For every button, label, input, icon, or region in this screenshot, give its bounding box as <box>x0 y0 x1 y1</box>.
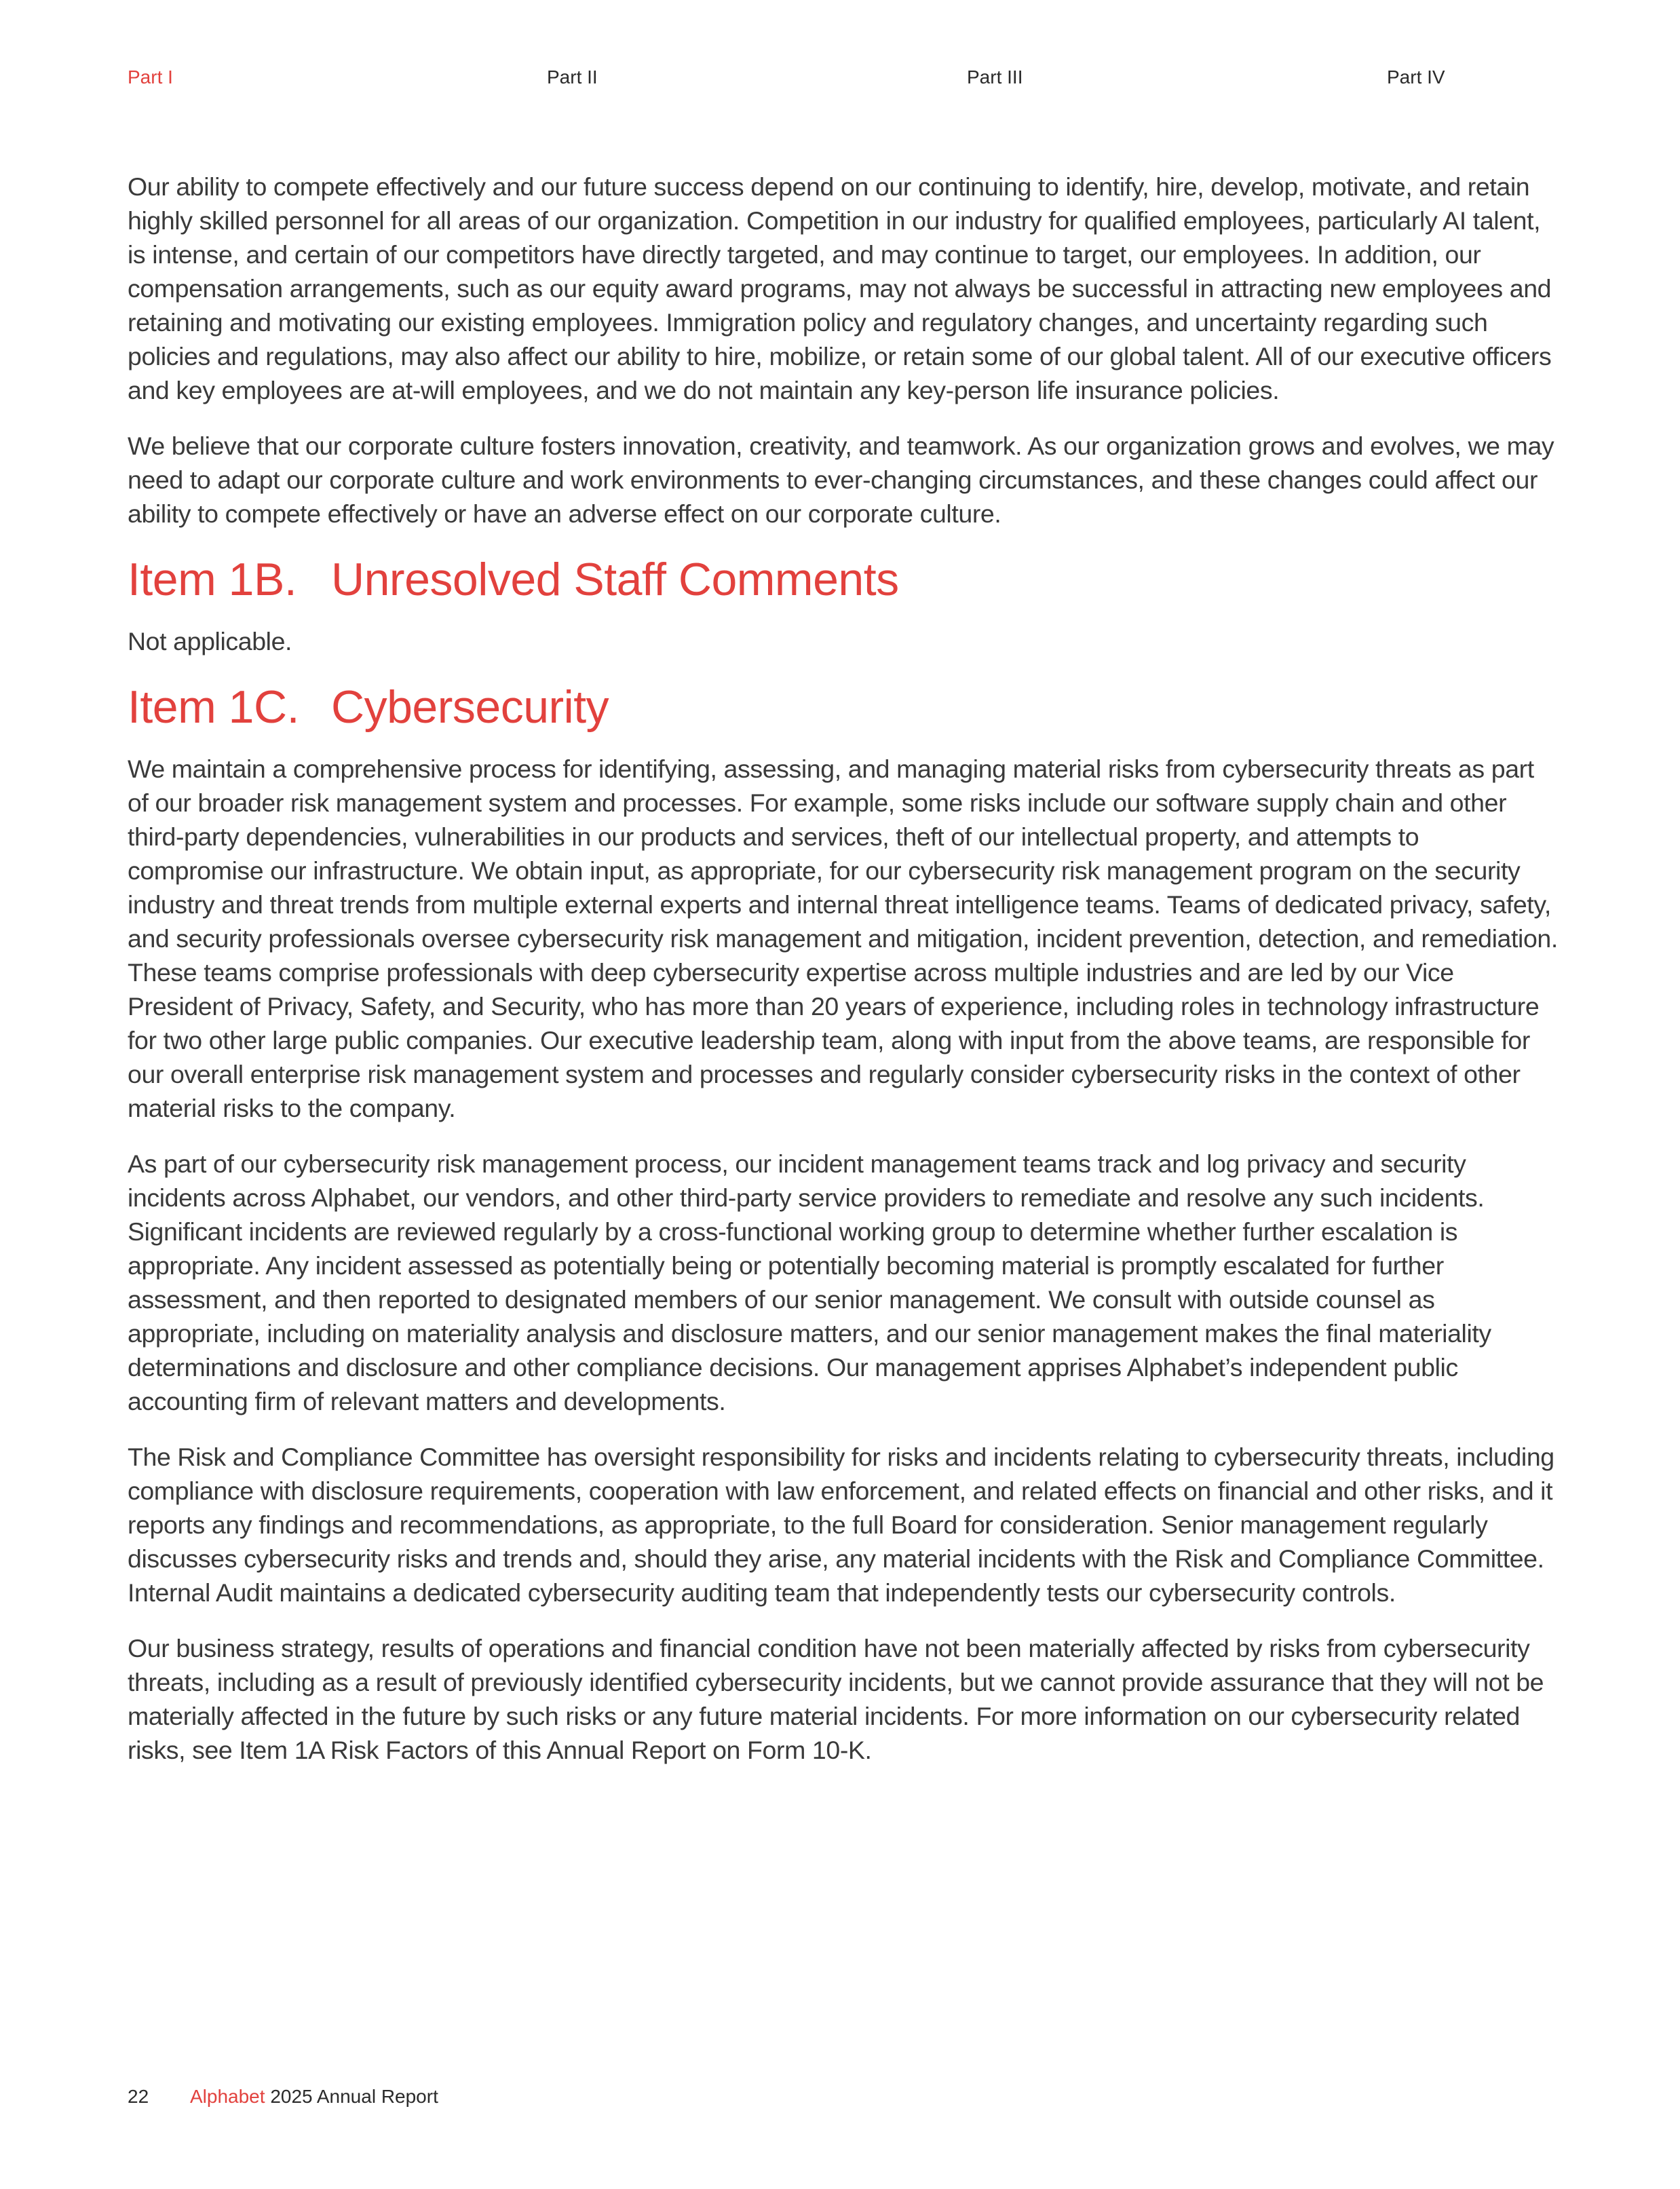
item-1b-title: Unresolved Staff Comments <box>331 554 899 605</box>
item-1b-number: Item 1B. <box>128 554 297 605</box>
nav-link-part-4[interactable]: Part IV <box>1387 66 1445 88</box>
item-1c-title: Cybersecurity <box>331 681 609 733</box>
part-navigation <box>128 64 1552 91</box>
nav-link-part-3[interactable]: Part III <box>967 66 1023 88</box>
nav-link-part-1[interactable]: Part I <box>128 66 173 88</box>
cybersecurity-paragraph-2: As part of our cybersecurity risk management process, our incident management teams track and log privacy and security incidents across Alphabet, our vendors, and other third-party service providers to remediate and resolve any such incidents. Significant incidents are reviewed regularly by a cross-functional working group to determine whether further escalation is appropriate. Any incident assessed as potentially being or potentially becoming material is promptly escalated for further assessment, and then reported to designated members of our senior management. We consult with outside counsel as appropriate, including on materiality analysis and disclosure matters, and our senior management makes the final materiality determinations and disclosure and other compliance decisions. Our management apprises Alphabet’s independent public accounting firm of relevant matters and developments. <box>128 1149 1491 1415</box>
item-1c-number: Item 1C. <box>128 681 299 733</box>
heading-item-1c <box>128 680 1559 734</box>
page-content <box>128 170 1559 1789</box>
cybersecurity-paragraph-3: The Risk and Compliance Committee has oversight responsibility for risks and incidents relating to cybersecurity threats, including compliance with disclosure requirements, cooperation with law enforcement, and related effects on financial and other risks, and it reports any findings and recommendations, as appropriate, to the full Board for consideration. Senior management regularly discusses cybersecurity risks and trends and, should they arise, any material incidents with the Risk and Compliance Committee. Internal Audit maintains a dedicated cybersecurity auditing team that independently tests our cybersecurity controls. <box>128 1443 1554 1607</box>
brand-name: Alphabet <box>190 2086 265 2107</box>
nav-link-part-2[interactable]: Part II <box>547 66 598 88</box>
page-footer <box>128 2083 438 2110</box>
cybersecurity-paragraph-4: Our business strategy, results of operations and financial condition have not been materially affected by risks from cybersecurity threats, including as a result of previously identified cybersecurity incidents, but we cannot provide assurance that they will not be materially affected in the future by such risks or any future material incidents. For more information on our cybersecurity related risks, see Item 1A Risk Factors of this Annual Report on Form 10-K. <box>128 1634 1544 1764</box>
paragraph-talent: Our ability to compete effectively and our future success depend on our continuing to identify, hire, develop, motivate, and retain highly skilled personnel for all areas of our organization. Competition in our industry for qualified employees, particularly AI talent, is intense, and certain of our competitors have directly targeted, and may continue to target, our employees. In addition, our compensation arrangements, such as our equity award programs, may not always be successful in attracting new employees and retaining and motivating our existing employees. Immigration policy and regulatory changes, and uncertainty regarding such policies and regulations, may also affect our ability to hire, mobilize, or retain some of our global talent. All of our executive officers and key employees are at-will employees, and we do not maintain any key-person life insurance policies. <box>128 172 1552 404</box>
paragraph-culture: We believe that our corporate culture fosters innovation, creativity, and teamwork. As our organization grows and evolves, we may need to adapt our corporate culture and work environments to ever-changing circumstances, and these changes could affect our ability to compete effectively or have an adverse effect on our corporate culture. <box>128 432 1554 528</box>
page-number: 22 <box>128 2086 149 2107</box>
report-title: 2025 Annual Report <box>270 2086 438 2107</box>
heading-item-1b <box>128 552 1559 607</box>
cybersecurity-paragraph-1: We maintain a comprehensive process for identifying, assessing, and managing material risks from cybersecurity threats as part of our broader risk management system and processes. For example, some risks include our software supply chain and other third-party dependencies, vulnerabilities in our products and services, theft of our intellectual property, and attempts to compromise our infrastructure. We obtain input, as appropriate, for our cybersecurity risk management program on the security industry and threat trends from multiple external experts and internal threat intelligence teams. Teams of dedicated privacy, safety, and security professionals oversee cybersecurity risk management and mitigation, incident prevention, detection, and remediation. These teams comprise professionals with deep cybersecurity expertise across multiple industries and are led by our Vice President of Privacy, Safety, and Security, who has more than 20 years of experience, including roles in technology infrastructure for two other large public companies. Our executive leadership team, along with input from the above teams, are responsible for our overall enterprise risk management system and processes and regularly consider cybersecurity risks in the context of other material risks to the company. <box>128 755 1558 1122</box>
item-1b-body: Not applicable. <box>128 627 292 655</box>
